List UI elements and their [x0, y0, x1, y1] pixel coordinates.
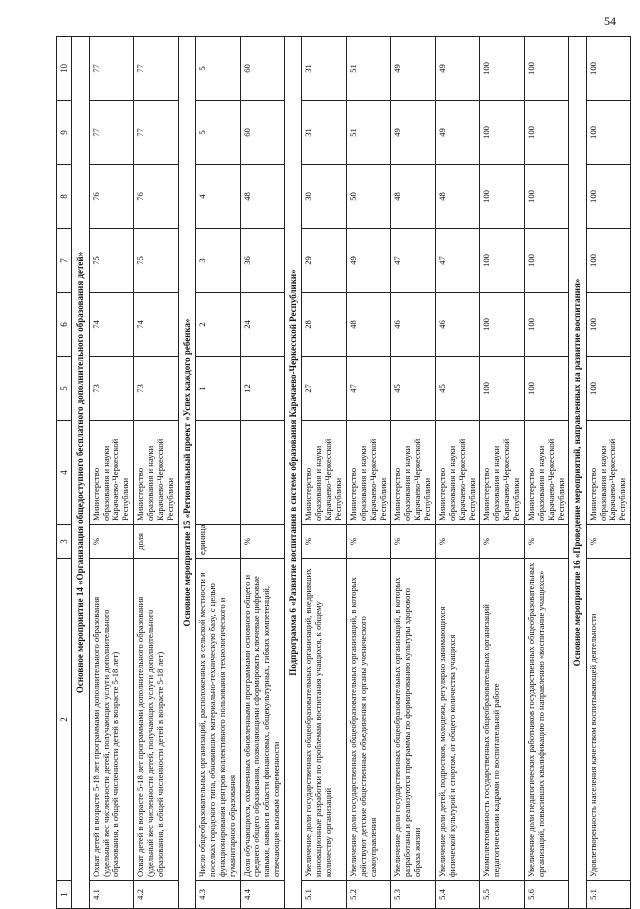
value-cell: 100: [524, 37, 569, 101]
executor-cell: Министерство образования и науки Карачаево-Черкесской Республики: [435, 421, 480, 525]
value-cell: 36: [240, 229, 285, 293]
executor-cell: [240, 421, 285, 525]
value-cell: 100: [480, 293, 525, 357]
executor-cell: Министерство образования и науки Карачаево-Черкесской Республики: [391, 421, 436, 525]
header-cell: 1: [57, 881, 72, 909]
value-cell: 5: [196, 37, 241, 101]
value-cell: 75: [89, 229, 134, 293]
value-cell: 100: [480, 229, 525, 293]
value-cell: 100: [480, 165, 525, 229]
row-index: 5.3: [391, 881, 436, 909]
row-index: 5.4: [435, 881, 480, 909]
value-cell: 27: [302, 357, 347, 421]
value-cell: 100: [586, 37, 631, 101]
row-index: 5.6: [524, 881, 569, 909]
unit-cell: %: [240, 525, 285, 559]
table-row: [391, 37, 436, 909]
value-cell: 1: [196, 357, 241, 421]
indicator-name: Укомплектованность государственных общеобразовательных организаций педагогическими кадрами по воспитательной работе: [480, 559, 525, 881]
table-row: [240, 37, 285, 909]
executor-cell: Министерство образования и науки Карачаево-Черкесской Республики: [134, 421, 179, 525]
value-cell: 49: [391, 101, 436, 165]
indicator-name: Число общеобразовательных организаций, расположенных в сельской местности и поселках городского типа, обновивших материально-техническую базу, с целью функционирования центров коллективного пользования технологического и гуманитарного образования: [196, 559, 241, 881]
value-cell: 49: [435, 101, 480, 165]
value-cell: 45: [435, 357, 480, 421]
value-cell: 2: [196, 293, 241, 357]
value-cell: 77: [89, 37, 134, 101]
value-cell: 100: [586, 357, 631, 421]
value-cell: 49: [435, 37, 480, 101]
value-cell: 100: [586, 229, 631, 293]
table-row: [134, 37, 179, 909]
indicator-name: Доля обучающихся, охваченных обновленными программами основного общего и среднего общего образования, позволяющими сформировать ключевые цифровые навыки, навыки в области финансовых, общекультурных, гибких компетенций, отвечающие вызовам современности: [240, 559, 285, 881]
table-row: [89, 37, 134, 909]
unit-cell: %: [586, 525, 631, 559]
header-cell: 9: [57, 101, 72, 165]
table-row: [524, 37, 569, 909]
executor-cell: Министерство образования и науки Карачаево-Черкесской Республики: [524, 421, 569, 525]
value-cell: 100: [586, 165, 631, 229]
executor-cell: Министерство образования и науки Карачаево-Черкесской Республики: [89, 421, 134, 525]
indicator-name: Увеличение доли государственных общеобразовательных организаций, в которых разработаны и реализуются программы по формированию культуры здорового образа жизни: [391, 559, 436, 881]
header-cell: 3: [57, 525, 72, 559]
indicators-table: [56, 36, 631, 909]
value-cell: 100: [524, 357, 569, 421]
value-cell: 31: [302, 101, 347, 165]
header-cell: 6: [57, 293, 72, 357]
value-cell: 50: [346, 165, 391, 229]
value-cell: 24: [240, 293, 285, 357]
value-cell: 73: [134, 357, 179, 421]
section-row: [72, 37, 89, 909]
value-cell: 100: [524, 165, 569, 229]
table-row: [302, 37, 347, 909]
header-cell: 4: [57, 421, 72, 525]
row-index: 4.4: [240, 881, 285, 909]
executor-cell: Министерство образования и науки Карачаево-Черкесской Республики: [480, 421, 525, 525]
value-cell: 51: [346, 101, 391, 165]
value-cell: 100: [524, 101, 569, 165]
value-cell: 46: [435, 293, 480, 357]
section-title: Основное мероприятие 15 «Региональный проект «Успех каждого ребенка»: [178, 37, 195, 909]
executor-cell: [196, 421, 241, 525]
value-cell: 30: [302, 165, 347, 229]
section-title: Подпрограмма 6 «Развитие воспитания в системе образования Карачаево-Черкесской Республики»: [285, 37, 302, 909]
indicator-name: Увеличение доли государственных общеобразовательных организаций, внедривших инновационные разработки по проблемам воспитания учащихся, к общему количеству организаций: [302, 559, 347, 881]
header-cell: 8: [57, 165, 72, 229]
value-cell: 48: [346, 293, 391, 357]
value-cell: 46: [391, 293, 436, 357]
row-index: 5.5: [480, 881, 525, 909]
value-cell: 48: [240, 165, 285, 229]
unit-cell: единица: [196, 525, 241, 559]
value-cell: 74: [134, 293, 179, 357]
header-cell: 10: [57, 37, 72, 101]
executor-cell: Министерство образования и науки Карачаево-Черкесской Республики: [346, 421, 391, 525]
unit-cell: %: [89, 525, 134, 559]
unit-cell: %: [480, 525, 525, 559]
document-sheet: [56, 36, 628, 909]
unit-cell: %: [302, 525, 347, 559]
table-row: [480, 37, 525, 909]
value-cell: 28: [302, 293, 347, 357]
indicator-name: Увеличение доли детей, подростков, молодежи, регулярно занимающихся физической культурой и спортом, от общего количества учащихся: [435, 559, 480, 881]
value-cell: 74: [89, 293, 134, 357]
value-cell: 60: [240, 101, 285, 165]
unit-cell: %: [346, 525, 391, 559]
value-cell: 73: [89, 357, 134, 421]
table-row: [346, 37, 391, 909]
section-row: [569, 37, 586, 909]
indicator-name: Увеличение доли государственных общеобразовательных организаций, в которых действуют детские общественные объединения и органы ученического самоуправления: [346, 559, 391, 881]
value-cell: 47: [391, 229, 436, 293]
value-cell: 12: [240, 357, 285, 421]
page-number: 54: [604, 14, 616, 28]
table-row: [435, 37, 480, 909]
value-cell: 100: [524, 293, 569, 357]
value-cell: 29: [302, 229, 347, 293]
value-cell: 3: [196, 229, 241, 293]
value-cell: 100: [480, 357, 525, 421]
value-cell: 100: [480, 37, 525, 101]
unit-cell: доля: [134, 525, 179, 559]
value-cell: 76: [134, 165, 179, 229]
row-index: 5.2: [346, 881, 391, 909]
table-row: [586, 37, 631, 909]
value-cell: 100: [524, 229, 569, 293]
value-cell: 49: [346, 229, 391, 293]
value-cell: 49: [391, 37, 436, 101]
row-index: 4.3: [196, 881, 241, 909]
value-cell: 75: [134, 229, 179, 293]
value-cell: 4: [196, 165, 241, 229]
header-cell: 2: [57, 559, 72, 881]
indicator-name: Охват детей в возрасте 5-18 лет программами дополнительного образования (удельный вес численности детей, получающих услуги дополнительного образования, в общей численности детей в возрасте 5-18 лет): [89, 559, 134, 881]
value-cell: 5: [196, 101, 241, 165]
value-cell: 100: [480, 101, 525, 165]
value-cell: 77: [134, 37, 179, 101]
value-cell: 48: [391, 165, 436, 229]
value-cell: 47: [346, 357, 391, 421]
unit-cell: %: [435, 525, 480, 559]
value-cell: 31: [302, 37, 347, 101]
section-row: [178, 37, 195, 909]
row-index: 5.1: [586, 881, 631, 909]
executor-cell: Министерство образования и науки Карачаево-Черкесской Республики: [586, 421, 631, 525]
row-index: 4.2: [134, 881, 179, 909]
section-title: Основное мероприятие 14 «Организация общедоступного бесплатного дополнительного образования детей»: [72, 37, 89, 909]
value-cell: 45: [391, 357, 436, 421]
section-row: [285, 37, 302, 909]
value-cell: 100: [586, 293, 631, 357]
section-title: Основное мероприятие 16 «Проведение мероприятий, направленных на развитие воспитания»: [569, 37, 586, 909]
value-cell: 77: [89, 101, 134, 165]
value-cell: 51: [346, 37, 391, 101]
value-cell: 48: [435, 165, 480, 229]
value-cell: 60: [240, 37, 285, 101]
header-row: [57, 37, 72, 909]
value-cell: 47: [435, 229, 480, 293]
value-cell: 76: [89, 165, 134, 229]
indicator-name: Удовлетворенность населения качеством воспитывающей деятельности: [586, 559, 631, 881]
row-index: 5.1: [302, 881, 347, 909]
header-cell: 7: [57, 229, 72, 293]
value-cell: 100: [586, 101, 631, 165]
header-cell: 5: [57, 357, 72, 421]
table-row: [196, 37, 241, 909]
executor-cell: Министерство образования и науки Карачаево-Черкесской Республики: [302, 421, 347, 525]
indicator-name: Охват детей в возрасте 5-18 лет программами дополнительного образования (удельный вес численности детей, получающих услуги дополнительного образования, в общей численности детей в возрасте 5-18 лет): [134, 559, 179, 881]
value-cell: 77: [134, 101, 179, 165]
unit-cell: %: [524, 525, 569, 559]
indicator-name: Увеличение доли педагогических работников государственных общеобразовательных организаций, повысивших квалификацию по направлению «воспитание учащихся»: [524, 559, 569, 881]
row-index: 4.1: [89, 881, 134, 909]
unit-cell: %: [391, 525, 436, 559]
